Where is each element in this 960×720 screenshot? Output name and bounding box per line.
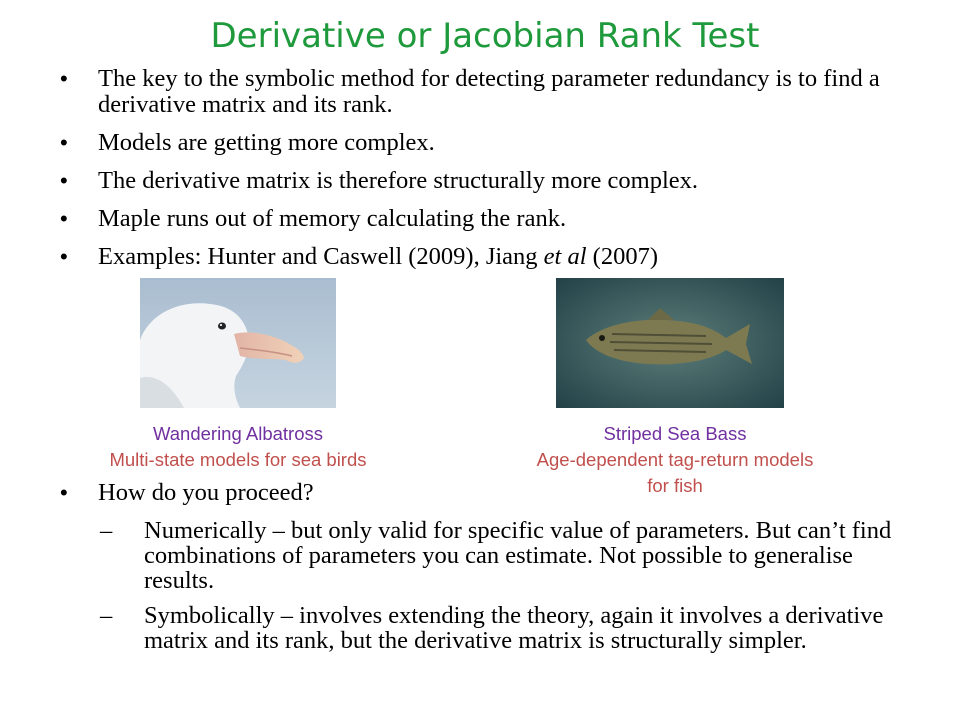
proceed-section [60, 480, 920, 653]
bullet-text: The derivative matrix is therefore structurally more complex. [98, 167, 699, 194]
question-text: How do you proceed? [98, 479, 314, 506]
bullet-icon: • [60, 480, 68, 505]
caption-description: Multi-state models for sea birds [109, 449, 367, 470]
bullet-icon: • [60, 66, 68, 91]
bullet-item [60, 168, 920, 194]
bullet-item [60, 130, 920, 156]
albatross-caption [60, 421, 416, 473]
slide-title: Derivative or Jacobian Rank Test [210, 16, 760, 56]
caption-description: Age-dependent tag-return models for fish [536, 449, 814, 496]
bullet-icon: • [60, 168, 68, 193]
dash-icon: – [100, 517, 113, 544]
caption-name: Wandering Albatross [152, 423, 323, 444]
sub-bullet-symbolically [60, 603, 920, 653]
examples-italic: et al [543, 243, 587, 270]
sub-bullet-text: Numerically – but only valid for specific value of parameters. But can’t find combinations of parameters you can estimate. Not possible to generalise results. [144, 517, 892, 594]
bullet-text: The key to the symbolic method for detecting parameter redundancy is to find a derivative matrix and its rank. [98, 65, 880, 118]
dash-icon: – [100, 602, 113, 629]
caption-name: Striped Sea Bass [603, 423, 747, 444]
bullet-list [60, 66, 920, 282]
sub-bullet-text: Symbolically – involves extending the theory, again it involves a derivative matrix and its rank, but the derivative matrix is structurally simpler. [144, 602, 884, 654]
bullet-item [60, 206, 920, 232]
bullet-item-examples [60, 244, 920, 270]
bullet-icon: • [60, 244, 68, 269]
sea-bass-photo [556, 278, 784, 408]
examples-prefix: Examples: Hunter and Caswell (2009), Jiang [98, 243, 544, 270]
bullet-item-question [60, 480, 558, 506]
bullet-text: Maple runs out of memory calculating the rank. [98, 205, 567, 232]
sub-bullet-numerically [60, 518, 920, 593]
examples-suffix: (2007) [586, 243, 658, 270]
bullet-icon: • [60, 130, 68, 155]
bullet-item [60, 66, 920, 118]
bullet-icon: • [60, 206, 68, 231]
bullet-text: Models are getting more complex. [98, 129, 435, 156]
albatross-photo [140, 278, 336, 408]
